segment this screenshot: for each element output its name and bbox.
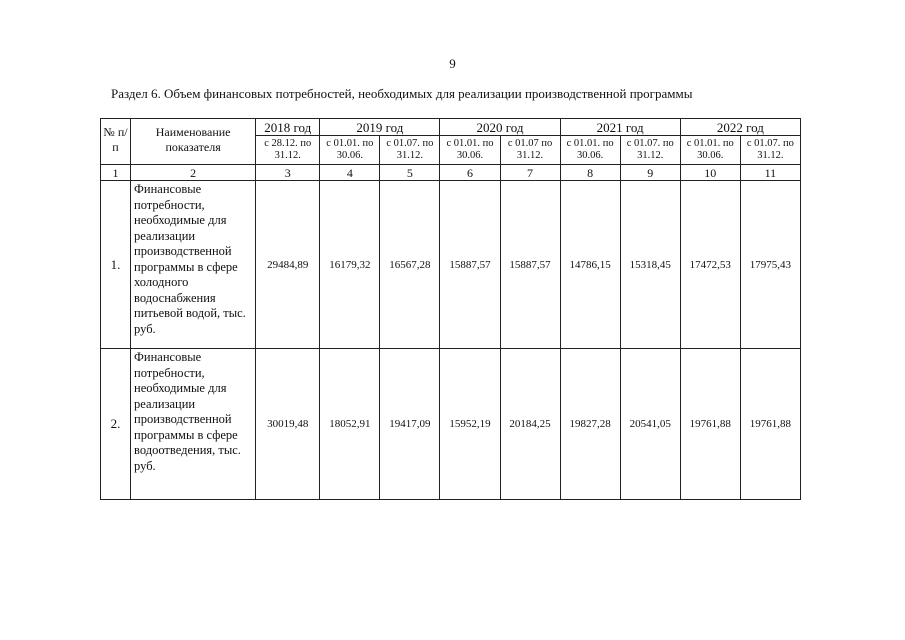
row-value: 19827,28 xyxy=(560,349,620,500)
year-header: 2021 год xyxy=(560,119,680,136)
col-name-header: Наименование показателя xyxy=(131,119,256,165)
year-header: 2020 год xyxy=(440,119,560,136)
row-value: 18052,91 xyxy=(320,349,380,500)
page-number: 9 xyxy=(449,56,456,71)
period-header: с 01.07 по 31.12. xyxy=(500,136,560,165)
row-value: 15887,57 xyxy=(440,181,500,349)
row-value: 15887,57 xyxy=(500,181,560,349)
period-header: с 28.12. по 31.12. xyxy=(256,136,320,165)
year-header: 2018 год xyxy=(256,119,320,136)
row-value: 17975,43 xyxy=(740,181,800,349)
column-number: 2 xyxy=(131,165,256,181)
row-value: 30019,48 xyxy=(256,349,320,500)
financial-needs-table xyxy=(100,118,801,500)
row-value: 19761,88 xyxy=(740,349,800,500)
row-number: 2. xyxy=(101,349,131,500)
row-value: 19417,09 xyxy=(380,349,440,500)
row-value: 17472,53 xyxy=(680,181,740,349)
col-no-header: № п/п xyxy=(101,119,131,165)
period-header: с 01.01. по 30.06. xyxy=(680,136,740,165)
column-number: 11 xyxy=(740,165,800,181)
column-number: 8 xyxy=(560,165,620,181)
row-value: 16179,32 xyxy=(320,181,380,349)
header-row-years xyxy=(101,119,801,136)
column-number: 6 xyxy=(440,165,500,181)
period-header: с 01.01. по 30.06. xyxy=(440,136,500,165)
period-header: с 01.01. по 30.06. xyxy=(320,136,380,165)
row-value: 29484,89 xyxy=(256,181,320,349)
column-number: 9 xyxy=(620,165,680,181)
row-value: 16567,28 xyxy=(380,181,440,349)
table-row xyxy=(101,349,801,500)
period-header: с 01.07. по 31.12. xyxy=(380,136,440,165)
table-row xyxy=(101,181,801,349)
column-number: 5 xyxy=(380,165,440,181)
row-value: 20184,25 xyxy=(500,349,560,500)
row-value: 20541,05 xyxy=(620,349,680,500)
column-number: 1 xyxy=(101,165,131,181)
row-number: 1. xyxy=(101,181,131,349)
section-title: Раздел 6. Объем финансовых потребностей, необходимых для реализации производственной программы xyxy=(111,86,693,101)
period-header: с 01.01. по 30.06. xyxy=(560,136,620,165)
period-header: с 01.07. по 31.12. xyxy=(740,136,800,165)
column-number: 10 xyxy=(680,165,740,181)
row-indicator-name: Финансовые потребности, необходимые для реализации производственной программы в сфере холодного водоснабжения питьевой водой, тыс. руб. xyxy=(131,181,256,349)
row-value: 15318,45 xyxy=(620,181,680,349)
row-value: 14786,15 xyxy=(560,181,620,349)
row-indicator-name: Финансовые потребности, необходимые для реализации производственной программы в сфере водоотведения, тыс. руб. xyxy=(131,349,256,500)
column-number: 3 xyxy=(256,165,320,181)
year-header: 2019 год xyxy=(320,119,440,136)
period-header: с 01.07. по 31.12. xyxy=(620,136,680,165)
row-value: 15952,19 xyxy=(440,349,500,500)
year-header: 2022 год xyxy=(680,119,800,136)
column-numbers-row xyxy=(101,165,801,181)
column-number: 4 xyxy=(320,165,380,181)
row-value: 19761,88 xyxy=(680,349,740,500)
column-number: 7 xyxy=(500,165,560,181)
